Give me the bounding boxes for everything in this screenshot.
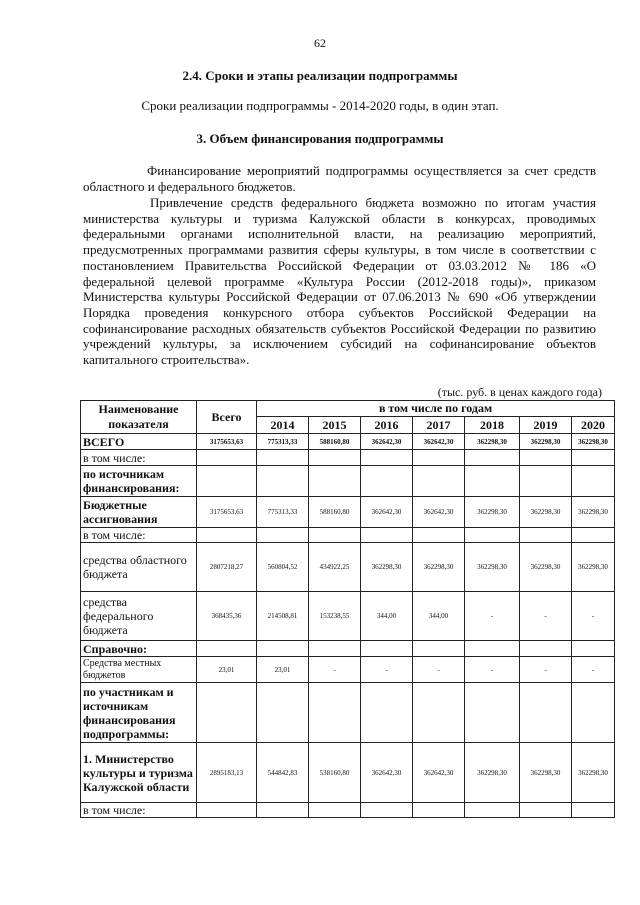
finance-paragraph-1: Финансирование мероприятий подпрограммы осуществляется за счет средств областного и федерального бюджетов. [83, 163, 596, 194]
row-value [572, 683, 615, 743]
table-row [81, 743, 615, 803]
table-row [81, 466, 615, 497]
row-value [413, 641, 465, 657]
row-value [257, 466, 309, 497]
header-year: 2019 [520, 417, 572, 434]
row-value [572, 803, 615, 818]
row-value [309, 803, 361, 818]
row-value: 588160,80 [309, 434, 361, 450]
row-value: - [520, 592, 572, 641]
row-value: 434922,25 [309, 543, 361, 592]
row-value [520, 528, 572, 543]
row-value [465, 641, 520, 657]
row-value [465, 466, 520, 497]
row-value [257, 683, 309, 743]
table-row [81, 497, 615, 528]
table-row [81, 657, 615, 683]
stages-text: Сроки реализации подпрограммы - 2014-2020 годы, в один этап. [141, 98, 499, 113]
row-value: 362298,30 [520, 434, 572, 450]
row-value [309, 641, 361, 657]
row-value: 362298,30 [520, 743, 572, 803]
row-value: 362642,30 [361, 434, 413, 450]
row-value: 362642,30 [413, 497, 465, 528]
header-year: 2020 [572, 417, 615, 434]
row-value [413, 803, 465, 818]
row-value [465, 528, 520, 543]
row-value [309, 683, 361, 743]
row-value: 362298,30 [572, 543, 615, 592]
table-row [81, 528, 615, 543]
row-value: 362642,30 [413, 743, 465, 803]
row-value [361, 466, 413, 497]
section-heading-finance: 3. Объем финансирования подпрограммы [196, 131, 444, 146]
row-value [465, 450, 520, 466]
row-value: 362298,30 [572, 434, 615, 450]
row-value: 362298,30 [465, 497, 520, 528]
row-total [197, 803, 257, 818]
finance-paragraph-2: Привлечение средств федерального бюджета возможно по итогам участия министерства культуры и туризма Калужской области в конкурсах, проводимых федеральными органами исполнительной власти, на реализацию мероприятий, предусмотренных программами развития сферы культуры, в том числе в соответствии с постановлением Правительства Российской Федерации от 03.03.2012 № 186 «О федеральной целевой программе «Культура России (2012-2018 годы)», приказом Министерства культуры Российской Федерации от 07.06.2013 № 690 «Об утверждении Порядка проведения конкурсного отбора субъектов Российской Федерации на софинансирование расходных обязательств субъектов Российской Федерации по развитию учреждений культуры, за исключением субсидий на софинансирование объектов капитального строительства». [83, 195, 596, 368]
row-value: 775313,33 [257, 497, 309, 528]
row-value: 344,00 [413, 592, 465, 641]
row-value: - [572, 592, 615, 641]
row-value [309, 528, 361, 543]
row-value: 362298,30 [413, 543, 465, 592]
row-total [197, 528, 257, 543]
row-value: - [520, 657, 572, 683]
header-by-years: в том числе по годам [257, 401, 615, 417]
row-value: 362642,30 [413, 434, 465, 450]
row-value: 588160,80 [309, 497, 361, 528]
header-total: Всего [197, 401, 257, 434]
header-year: 2016 [361, 417, 413, 434]
row-value [572, 450, 615, 466]
row-value [572, 466, 615, 497]
row-value [520, 450, 572, 466]
row-value: - [465, 592, 520, 641]
row-label: Средства местных бюджетов [81, 657, 197, 683]
row-value: 560804,52 [257, 543, 309, 592]
table-row [81, 592, 615, 641]
row-value: 362642,30 [361, 743, 413, 803]
units-note: (тыс. руб. в ценах каждого года) [437, 385, 602, 399]
header-year: 2017 [413, 417, 465, 434]
financing-table [80, 400, 615, 818]
table-row [81, 803, 615, 818]
row-value: 775313,33 [257, 434, 309, 450]
row-value [413, 528, 465, 543]
row-value [257, 528, 309, 543]
row-value [520, 641, 572, 657]
row-label: в том числе: [81, 803, 197, 818]
row-value: 362642,30 [361, 497, 413, 528]
row-total [197, 641, 257, 657]
row-label: ВСЕГО [81, 434, 197, 450]
row-label: по участникам и источникам финансирования подпрограммы: [81, 683, 197, 743]
row-total: 3175653,63 [197, 497, 257, 528]
row-value: - [572, 657, 615, 683]
table-row [81, 641, 615, 657]
header-name: Наименование показателя [81, 401, 197, 434]
row-value: 362298,30 [465, 434, 520, 450]
row-value [465, 683, 520, 743]
row-value [361, 641, 413, 657]
header-year: 2014 [257, 417, 309, 434]
row-value: 362298,30 [572, 497, 615, 528]
row-value [413, 683, 465, 743]
row-label: по источникам финансирования: [81, 466, 197, 497]
row-total: 2895183,13 [197, 743, 257, 803]
row-label: 1. Министерство культуры и туризма Калужской области [81, 743, 197, 803]
header-year: 2015 [309, 417, 361, 434]
row-value: 544842,83 [257, 743, 309, 803]
row-value: 362298,30 [572, 743, 615, 803]
row-value [361, 450, 413, 466]
row-value [572, 528, 615, 543]
row-value: - [465, 657, 520, 683]
row-value: 362298,30 [465, 743, 520, 803]
row-value: 344,00 [361, 592, 413, 641]
row-value [465, 803, 520, 818]
row-value [309, 450, 361, 466]
row-label: Справочно: [81, 641, 197, 657]
row-label: в том числе: [81, 450, 197, 466]
row-label: в том числе: [81, 528, 197, 543]
row-total [197, 683, 257, 743]
table-row [81, 450, 615, 466]
row-label: средства федерального бюджета [81, 592, 197, 641]
row-value [520, 466, 572, 497]
row-total: 23,01 [197, 657, 257, 683]
row-total [197, 450, 257, 466]
row-label: средства областного бюджета [81, 543, 197, 592]
row-total: 368435,36 [197, 592, 257, 641]
row-value: 23,01 [257, 657, 309, 683]
row-value [257, 803, 309, 818]
row-value: 362298,30 [520, 543, 572, 592]
row-value [361, 528, 413, 543]
row-total: 2807218,27 [197, 543, 257, 592]
section-heading-stages: 2.4. Сроки и этапы реализации подпрограммы [182, 68, 458, 83]
table-row [81, 434, 615, 450]
header-year: 2018 [465, 417, 520, 434]
row-value: - [413, 657, 465, 683]
row-value: 362298,30 [465, 543, 520, 592]
row-value [413, 450, 465, 466]
row-value [361, 803, 413, 818]
row-value: - [361, 657, 413, 683]
row-label: Бюджетные ассигнования [81, 497, 197, 528]
row-value [257, 450, 309, 466]
row-value [257, 641, 309, 657]
row-total: 3175653,63 [197, 434, 257, 450]
row-value [309, 466, 361, 497]
row-value [413, 466, 465, 497]
page-number: 62 [314, 36, 326, 50]
table-row [81, 543, 615, 592]
row-value: 362298,30 [361, 543, 413, 592]
row-value [572, 641, 615, 657]
row-total [197, 466, 257, 497]
row-value: 153238,55 [309, 592, 361, 641]
row-value: 538160,80 [309, 743, 361, 803]
row-value: 362298,30 [520, 497, 572, 528]
row-value [520, 683, 572, 743]
row-value: 214508,81 [257, 592, 309, 641]
row-value [361, 683, 413, 743]
row-value [520, 803, 572, 818]
table-row [81, 683, 615, 743]
row-value: - [309, 657, 361, 683]
